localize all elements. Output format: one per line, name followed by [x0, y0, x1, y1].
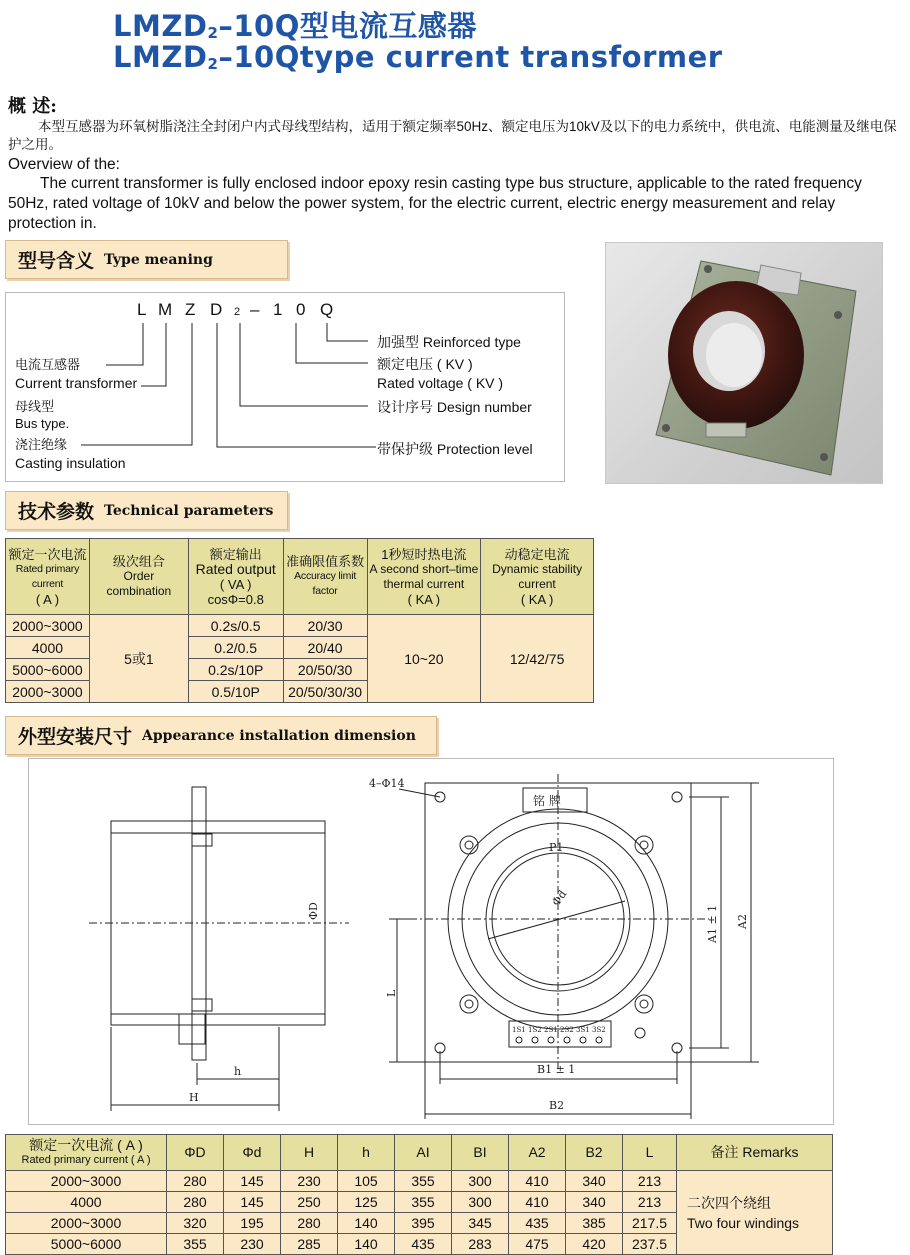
model-letter: L [137, 300, 147, 319]
table-row: 2000~3000 0.5/10P 20/50/30/30 [6, 681, 594, 703]
label-casting-insulation-cn: 浇注绝缘 [15, 437, 68, 452]
header-col: A2 [509, 1135, 566, 1171]
header-col: ΦD [167, 1135, 224, 1171]
header-col: Φd [224, 1135, 281, 1171]
model-letter: 0 [296, 300, 306, 319]
page-title-en: LMZD2–10Qtype current transformer [113, 40, 723, 74]
terminal-label: 2S2 [560, 1026, 574, 1034]
type-meaning-diagram [5, 292, 565, 482]
label-design-number: 设计序号 Design number [377, 399, 532, 415]
table-row: 5000~6000 355 230 285 140 435 283 475 420 237.5 [6, 1234, 833, 1255]
remarks-cell: 二次四个绕组 Two four windings [677, 1171, 833, 1255]
terminal-label: 3S1 [576, 1026, 590, 1034]
label-current-transformer-cn: 电流互感器 [15, 357, 81, 372]
table-row: 4000 280 145 250 125 355 300 410 340 213 [6, 1192, 833, 1213]
drawing-svg [29, 759, 835, 1126]
label-rated-voltage-cn: 额定电压 ( KV ) [377, 356, 473, 372]
header-thermal-current: 1秒短时热电流 A second short–time thermal current ( KA ) [367, 539, 481, 615]
label-a1: A1 ± 1 [706, 904, 719, 943]
table-header-row [6, 539, 594, 615]
transformer-illustration [606, 243, 884, 485]
model-letter: – [250, 300, 260, 319]
type-meaning-banner: 型号含义 Type meaning [5, 240, 288, 279]
label-b1: B1 ± 1 [537, 1063, 576, 1076]
label-rated-voltage-en: Rated voltage ( KV ) [377, 375, 504, 391]
page-title-cn: LMZD2–10Q型电流互感器 [113, 9, 477, 43]
header-current: 额定一次电流 ( A ) Rated primary current ( A ) [6, 1135, 167, 1171]
label-bus-type-en: Bus type. [15, 416, 70, 431]
table-header-row [6, 1135, 833, 1171]
model-letter: 1 [273, 300, 283, 319]
table-row: 2000~3000 5或1 0.2s/0.5 20/30 10~20 12/42/75 [6, 615, 594, 637]
label-reinforced-type: 加强型 Reinforced type [377, 334, 521, 350]
label-H: H [189, 1091, 199, 1104]
model-letter: D [210, 300, 223, 319]
model-letter: Z [185, 300, 196, 319]
model-letter: M [158, 300, 173, 319]
table-row: 5000~6000 0.2s/10P 20/50/30 [6, 659, 594, 681]
overview-heading-en: Overview of the: [8, 156, 120, 173]
dimension-table [5, 1134, 833, 1255]
header-col: BI [452, 1135, 509, 1171]
label-a2: A2 [736, 914, 749, 929]
overview-text-cn: 本型互感器为环氧树脂浇注全封闭户内式母线型结构，适用于额定频率50Hz、额定电压为10kV及以下的电力系统中，供电流、电能测量及继电保护之用。 [8, 119, 897, 152]
overview-text-en: The current transformer is fully enclosed indoor epoxy resin casting type bus structure, applicable to the rated frequency 50Hz, rated voltage of 10kV and below the power system, for the electric current, electric energy measurement and relay protection in. [8, 175, 862, 232]
label-l: L [385, 989, 398, 997]
header-remarks: 备注 Remarks [677, 1135, 833, 1171]
label-phi-d-small: Φd [549, 887, 570, 909]
label-bus-type-cn: 母线型 [15, 399, 55, 414]
header-accuracy-limit: 准确限值系数 Accuracy limit factor [283, 539, 367, 615]
header-rated-current: 额定一次电流 Rated primary current ( A ) [6, 539, 90, 615]
model-letter: 2 [234, 306, 241, 318]
table-row: 2000~3000 320 195 280 140 395 345 435 385 217.5 [6, 1213, 833, 1234]
header-dynamic-current: 动稳定电流 Dynamic stability current ( KA ) [481, 539, 594, 615]
header-rated-output: 额定输出 Rated output ( VA ) cosΦ=0.8 [188, 539, 283, 615]
overview-heading: 概 述: [8, 96, 57, 117]
technical-table [5, 538, 594, 703]
label-protection-level: 带保护级 Protection level [377, 441, 533, 457]
terminal-label: 1S1 [512, 1026, 526, 1034]
label-b2: B2 [549, 1099, 565, 1112]
label-phi-D: ΦD [307, 902, 320, 920]
header-order-combination: 级次组合 Order combination [89, 539, 188, 615]
header-col: L [623, 1135, 677, 1171]
installation-drawing [28, 758, 834, 1125]
label-nameplate: 铭 牌 [533, 794, 561, 808]
header-col: AI [395, 1135, 452, 1171]
terminal-label: 3S2 [592, 1026, 606, 1034]
table-row: 2000~3000 280 145 230 105 355 300 410 340 213 二次四个绕组 Two four windings [6, 1171, 833, 1192]
label-holes: 4–Φ14 [369, 777, 405, 790]
label-p1: P1 [549, 841, 564, 854]
header-col: h [338, 1135, 395, 1171]
label-current-transformer-en: Current transformer [15, 375, 138, 391]
header-col: H [281, 1135, 338, 1171]
model-letter: Q [320, 300, 334, 319]
terminal-label: 1S2 [528, 1026, 542, 1034]
appearance-banner: 外型安装尺寸 Appearance installation dimension [5, 716, 437, 755]
label-casting-insulation-en: Casting insulation [15, 455, 126, 471]
header-col: B2 [566, 1135, 623, 1171]
technical-banner: 技术参数 Technical parameters [5, 491, 288, 530]
table-row: 4000 0.2/0.5 20/40 [6, 637, 594, 659]
product-photo [605, 242, 883, 484]
label-h-small: h [234, 1065, 242, 1078]
terminal-label: 2S1 [544, 1026, 558, 1034]
